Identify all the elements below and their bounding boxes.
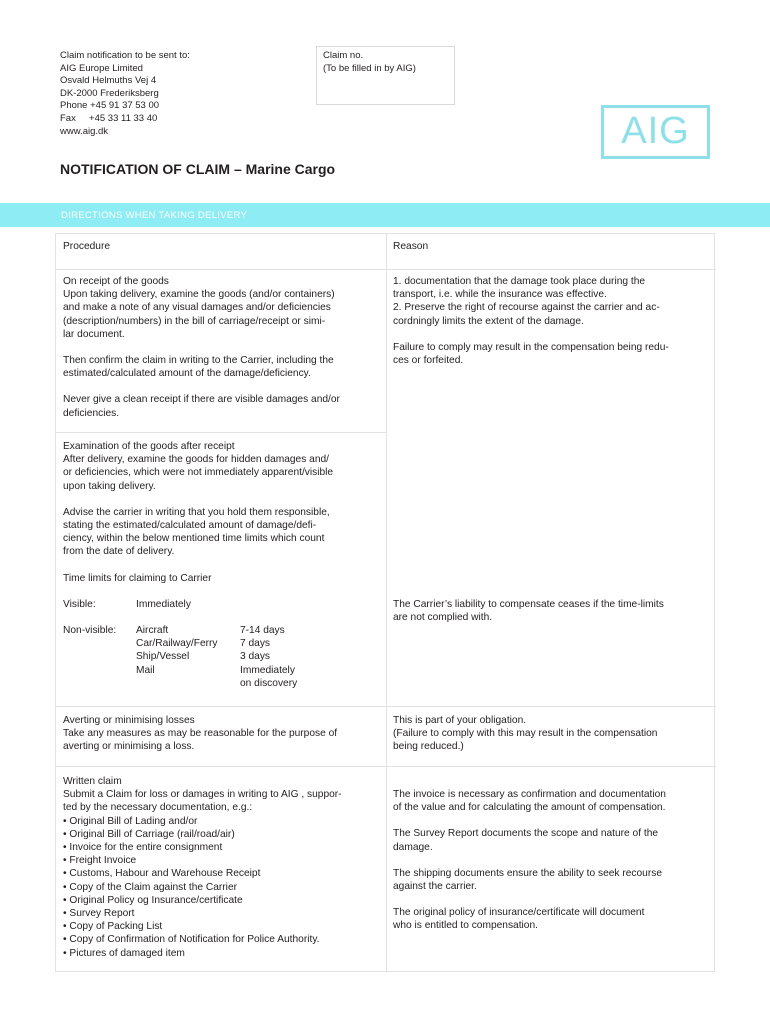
procedure-text: (description/numbers) in the bill of carriage/receipt or simi-: [63, 315, 326, 327]
document-list-item: • Original Policy og Insurance/certificate: [63, 894, 243, 906]
website-link[interactable]: www.aig.dk: [60, 125, 109, 137]
claim-address-block: [60, 50, 190, 138]
reason-text: of the value and for calculating the amount of compensation.: [393, 802, 666, 814]
reason-text: being reduced.): [393, 741, 464, 753]
row-divider: [56, 706, 716, 707]
document-list-item: • Copy of Confirmation of Notification for Police Authority.: [63, 934, 320, 946]
procedure-after-receipt: [63, 440, 381, 690]
address-line: Phone +45 91 37 53 00: [60, 100, 160, 112]
document-list-item: • Pictures of damaged item: [63, 947, 185, 959]
visible-value: Immediately: [136, 598, 191, 610]
reason-text: cordningly limits the extent of the damage.: [393, 315, 584, 327]
section-band-label: DIRECTIONS WHEN TAKING DELIVERY: [61, 210, 248, 221]
reason-time-limits: [393, 598, 711, 624]
time-limits-heading: Time limits for claiming to Carrier: [63, 572, 212, 584]
transport-mode: Ship/Vessel: [136, 651, 190, 663]
procedure-text: Advise the carrier in writing that you hold them responsible,: [63, 506, 330, 518]
procedure-heading: Averting or minimising losses: [63, 715, 195, 726]
directions-table: [55, 233, 715, 972]
reason-written-claim: [393, 788, 711, 933]
time-limit: 3 days: [240, 651, 271, 663]
row-divider: [56, 766, 716, 767]
procedure-on-receipt: [63, 275, 381, 420]
procedure-text: After delivery, examine the goods for hidden damages and/: [63, 454, 329, 466]
reason-text: (Failure to comply with this may result in the compensation: [393, 728, 658, 740]
procedure-text: lar document.: [63, 328, 125, 340]
claim-number-field[interactable]: [316, 46, 455, 105]
transport-mode: Car/Railway/Ferry: [136, 638, 218, 650]
reason-text: damage.: [393, 841, 433, 853]
procedure-text: averting or minimising a loss.: [63, 741, 195, 753]
procedure-text: ciency, within the below mentioned time limits which count: [63, 533, 325, 545]
claim-number-label: Claim no.: [323, 50, 364, 61]
reason-text: Failure to comply may result in the compensation being redu-: [393, 341, 669, 353]
procedure-text: deficiencies.: [63, 407, 120, 419]
procedure-averting-losses: [63, 714, 381, 754]
time-limit: 7 days: [240, 638, 271, 650]
procedure-text: upon taking delivery.: [63, 480, 156, 492]
reason-text: transport, i.e. while the insurance was effective.: [393, 289, 607, 301]
procedure-text: estimated/calculated amount of the damage/deficiency.: [63, 368, 311, 380]
reason-text: The invoice is necessary as confirmation and documentation: [393, 789, 666, 800]
document-list-item: • Original Bill of Carriage (rail/road/air): [63, 828, 235, 840]
procedure-text: Upon taking delivery, examine the goods (and/or containers): [63, 289, 335, 301]
transport-mode: Mail: [136, 664, 155, 676]
time-limit: 7-14 days: [240, 625, 285, 637]
nonvisible-label: Non-visible:: [63, 625, 117, 637]
time-limits: [240, 624, 297, 690]
nonvisible-limit-row: [63, 624, 381, 690]
reason-text: 1. documentation that the damage took place during the: [393, 276, 646, 287]
time-limit: Immediately: [240, 664, 295, 676]
procedure-text: Submit a Claim for loss or damages in writing to AIG , suppor-: [63, 789, 342, 801]
page-title: NOTIFICATION OF CLAIM – Marine Cargo: [60, 161, 336, 177]
column-header-procedure: Procedure: [63, 241, 111, 252]
address-line: DK-2000 Frederiksberg: [60, 87, 159, 99]
aig-logo: AIG: [601, 105, 710, 159]
document-list-item: • Survey Report: [63, 908, 135, 920]
document-list-item: • Freight Invoice: [63, 855, 137, 867]
address-line: Osvald Helmuths Vej 4: [60, 75, 157, 87]
address-line: AIG Europe Limited: [60, 62, 143, 74]
procedure-text: stating the estimated/calculated amount of damage/defi-: [63, 520, 317, 532]
document-list-item: • Customs, Habour and Warehouse Receipt: [63, 868, 261, 880]
column-divider: [386, 234, 387, 971]
procedure-text: and make a note of any visual damages and/or deficiencies: [63, 302, 331, 314]
address-line: Fax +45 33 11 33 40: [60, 112, 158, 124]
reason-text: against the carrier.: [393, 881, 477, 893]
section-band: [0, 203, 770, 227]
reason-text: The original policy of insurance/certificate will document: [393, 907, 645, 919]
reason-text: This is part of your obligation.: [393, 715, 527, 726]
row-divider: [56, 432, 386, 433]
reason-averting-losses: [393, 714, 711, 754]
time-limit: on discovery: [240, 677, 298, 689]
reason-on-receipt: [393, 275, 711, 367]
address-line: Claim notification to be sent to:: [60, 50, 190, 61]
document-list-item: • Invoice for the entire consignment: [63, 842, 223, 854]
reason-text: who is entitled to compensation.: [393, 920, 538, 932]
reason-text: The Carrier’s liability to compensate ceases if the time-limits: [393, 599, 664, 610]
procedure-written-claim: [63, 775, 381, 960]
reason-text: are not complied with.: [393, 612, 493, 624]
procedure-heading: Written claim: [63, 776, 122, 787]
row-divider: [56, 269, 716, 270]
reason-text: ces or forfeited.: [393, 355, 464, 367]
procedure-text: or deficiencies, which were not immediately apparent/visible: [63, 467, 334, 479]
claim-number-note: (To be filled in by AIG): [323, 62, 416, 74]
procedure-text: Then confirm the claim in writing to the Carrier, including the: [63, 355, 334, 367]
reason-text: 2. Preserve the right of recourse against the carrier and ac-: [393, 302, 660, 314]
visible-limit-row: [63, 598, 381, 611]
transport-modes: [136, 624, 240, 690]
transport-mode: Aircraft: [136, 625, 169, 637]
visible-label: Visible:: [63, 598, 96, 610]
column-header-reason: Reason: [393, 241, 429, 252]
procedure-text: Never give a clean receipt if there are visible damages and/or: [63, 394, 340, 406]
document-list-item: • Copy of the Claim against the Carrier: [63, 881, 237, 893]
reason-text: The Survey Report documents the scope and nature of the: [393, 828, 659, 840]
document-list-item: • Original Bill of Lading and/or: [63, 815, 198, 827]
procedure-text: from the date of delivery.: [63, 546, 175, 558]
procedure-text: Take any measures as may be reasonable for the purpose of: [63, 728, 338, 740]
procedure-heading: On receipt of the goods: [63, 276, 169, 287]
document-list-item: • Copy of Packing List: [63, 921, 163, 933]
reason-text: The shipping documents ensure the ability to seek recourse: [393, 867, 662, 879]
procedure-heading: Examination of the goods after receipt: [63, 441, 235, 452]
procedure-text: ted by the necessary documentation, e.g.:: [63, 802, 253, 814]
